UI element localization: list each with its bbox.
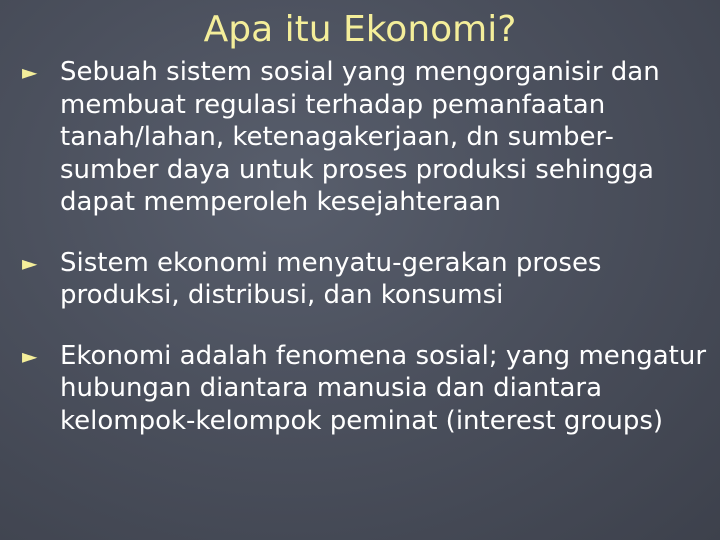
bullet-text: Sebuah sistem sosial yang mengorganisir dan membuat regulasi terhadap pemanfaatan tanah/lahan, ketenagakerjaan, dn sumber-sumber daya untuk proses produksi sehingga dapat memperoleh kesejahteraan [60, 57, 660, 217]
slide-title: Apa itu Ekonomi? [203, 9, 517, 50]
bullet-item [22, 340, 712, 438]
bullet-list [22, 56, 712, 465]
bullet-text: Ekonomi adalah fenomena sosial; yang mengatur hubungan diantara manusia dan diantara kelompok-kelompok peminat (interest groups) [60, 340, 707, 436]
bullet-arrow-icon: ► [22, 343, 38, 368]
bullet-item [22, 247, 712, 312]
bullet-arrow-icon: ► [22, 250, 38, 275]
bullet-item [22, 56, 712, 219]
bullet-text: Sistem ekonomi menyatu-gerakan proses produksi, distribusi, dan konsumsi [60, 247, 602, 310]
bullet-arrow-icon: ► [22, 60, 38, 84]
